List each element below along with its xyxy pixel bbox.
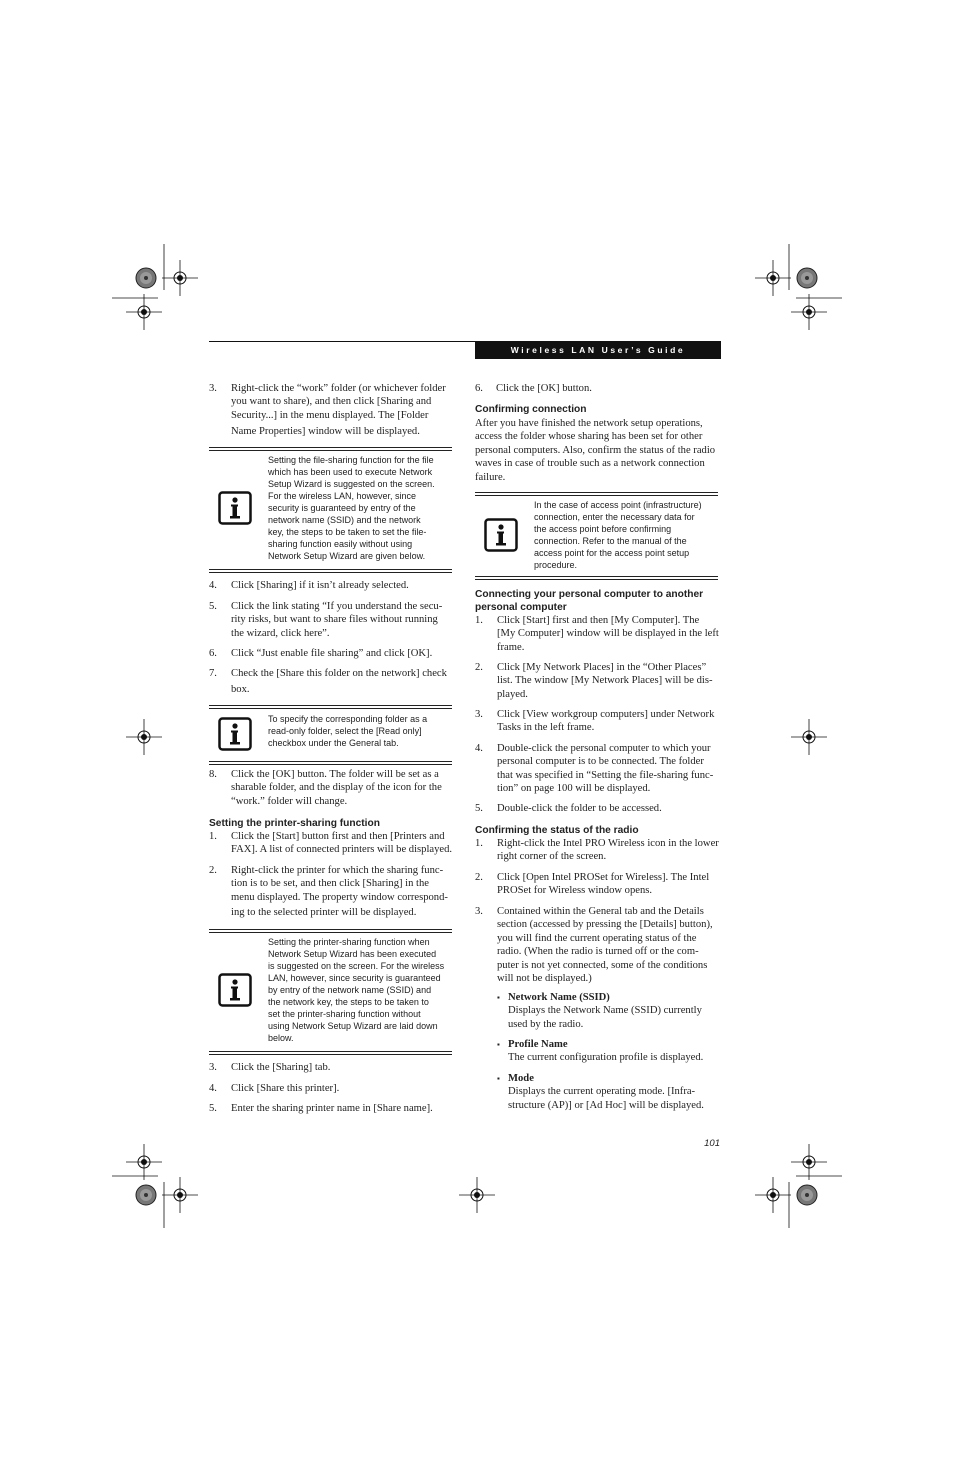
step-line: list. The window [My Network Places] will be dis-	[497, 675, 713, 687]
info-icon	[484, 518, 518, 552]
step-line: played.	[497, 688, 528, 700]
step-line: Click the [OK] button. The folder will be set as a	[231, 769, 439, 780]
step-number: 5.	[209, 601, 217, 612]
para-line: access the folder whose sharing has been set for other	[475, 431, 703, 443]
step-line: tion” on page 100 will be displayed.	[497, 783, 651, 795]
step-line: box.	[231, 684, 250, 696]
radio-status-heading: Confirming the status of the radio	[475, 825, 639, 836]
step-line: PROSet for Wireless window opens.	[497, 885, 653, 897]
heading-line: Connecting your personal computer to another	[475, 589, 704, 600]
bullet-line: Displays the Network Name (SSID) currently	[508, 1005, 702, 1017]
note-line: the access point before confirming	[534, 524, 672, 534]
step-line: rity risks, but want to share files without running	[231, 614, 438, 626]
step-number: 3.	[209, 1062, 217, 1073]
bullet-square-icon: ▪	[497, 993, 500, 1002]
step-line: Name Properties] window will be displayed.	[231, 426, 420, 438]
step-number: 2.	[475, 662, 483, 673]
step-line: that was specified in “Setting the file-sharing func-	[497, 769, 714, 781]
step-number: 8.	[209, 769, 217, 780]
note-line: by entry of the network name (SSID) and	[268, 985, 432, 995]
step-line: Double-click the folder to be accessed.	[497, 803, 662, 814]
info-note-4	[475, 492, 718, 580]
running-header: Wireless LAN User’s Guide	[475, 342, 721, 359]
note-line: Setup Wizard is suggested on the screen.	[268, 479, 435, 489]
bullet-title: Network Name (SSID)	[508, 992, 610, 1003]
note-line: For the wireless LAN, however, since	[268, 491, 417, 501]
step-number: 4.	[209, 1083, 217, 1094]
step-number: 7.	[209, 668, 217, 679]
info-note-2	[209, 705, 452, 765]
step-line: Click [Start] first and then [My Computer]. The	[497, 615, 700, 626]
step-number: 5.	[475, 803, 483, 814]
info-icon	[218, 973, 252, 1007]
step-line: Click [Share this printer].	[231, 1083, 340, 1094]
step-number: 1.	[209, 831, 217, 842]
note-line: Setting the file-sharing function for the file	[268, 455, 434, 465]
step-line: the wizard, click here”.	[231, 627, 330, 639]
printer-sharing-heading: Setting the printer-sharing function	[209, 818, 380, 829]
step-number: 6.	[475, 383, 483, 394]
bullet-square-icon: ▪	[497, 1040, 500, 1049]
step-line: menu displayed. The property window correspond-	[231, 891, 448, 903]
note-line: Network Setup Wizard has been executed	[268, 949, 437, 959]
step-line: Click the [Start] button first and then [Printers and	[231, 831, 445, 842]
note-line: connection, enter the necessary data for	[534, 512, 695, 522]
bullet-line: Displays the current operating mode. [Infra-	[508, 1086, 696, 1098]
info-icon	[218, 717, 252, 751]
note-line: security is guaranteed by entry of the	[268, 503, 416, 513]
note-line: procedure.	[534, 560, 578, 570]
heading-line: personal computer	[475, 602, 567, 613]
bullet-line: structure (AP)] or [Ad Hoc] will be displayed.	[508, 1099, 704, 1111]
step-number: 2.	[209, 865, 217, 876]
note-line: set the printer-sharing function without	[268, 1009, 421, 1019]
note-line: using Network Setup Wizard are laid down	[268, 1021, 438, 1031]
step-line: “work.” folder will change.	[231, 795, 348, 807]
step-line: right corner of the screen.	[497, 851, 607, 863]
step-line: tion is to be set, and then click [Sharing] in the	[231, 878, 430, 890]
step-line: ing to the selected printer will be displayed.	[231, 907, 417, 919]
info-icon	[218, 491, 252, 525]
step-line: personal computer is to be connected. The folder	[497, 756, 704, 768]
note-line: Network Setup Wizard are given below.	[268, 551, 426, 561]
para-line: personal computers. Also, confirm the status of the radio	[475, 444, 716, 456]
step-line: Right-click the Intel PRO Wireless icon in the lower	[497, 838, 719, 849]
bullet-item	[497, 1072, 721, 1112]
step-line: FAX]. A list of connected printers will be displayed.	[231, 844, 453, 856]
step-number: 3.	[475, 906, 483, 917]
step-line: you will find the current operating status of the	[497, 932, 697, 944]
step-line: Click [My Network Places] in the “Other Places”	[497, 662, 707, 673]
step-line: Click the link stating “If you understand the secu-	[231, 601, 443, 612]
step-line: Click [Sharing] if it isn’t already selected.	[231, 580, 409, 591]
bullet-title: Mode	[508, 1073, 534, 1084]
step-line: Security...] in the menu displayed. The [Folder	[231, 409, 429, 421]
confirming-connection-heading: Confirming connection	[475, 404, 587, 415]
step-line: frame.	[497, 641, 525, 653]
step-number: 6.	[209, 648, 217, 659]
note-line: key, the steps to be taken to set the file-	[268, 527, 427, 537]
info-note-1	[209, 447, 452, 573]
step-number: 4.	[209, 580, 217, 591]
note-line: below.	[268, 1033, 294, 1043]
step-line: [My Computer] window will be displayed in the left	[497, 628, 719, 640]
para-line: After you have finished the network setup operations,	[475, 418, 703, 429]
step-line: sharable folder, and the display of the icon for the	[231, 782, 442, 794]
step-line: Click “Just enable file sharing” and click [OK].	[231, 648, 433, 659]
connecting-heading	[475, 588, 721, 614]
step-line: radio. (When the radio is turned off or the com-	[497, 946, 699, 958]
step-number: 2.	[475, 872, 483, 883]
note-line: In the case of access point (infrastructure)	[534, 500, 702, 510]
page-number: 101	[704, 1138, 720, 1149]
step-line: Tasks in the left frame.	[497, 722, 595, 734]
step-line: Click [View workgroup computers] under Network	[497, 709, 715, 720]
step-line: Double-click the personal computer to which your	[497, 743, 711, 754]
note-line: sharing function easily without using	[268, 539, 413, 549]
step-line: Enter the sharing printer name in [Share name].	[231, 1103, 433, 1114]
step-line: Click the [Sharing] tab.	[231, 1062, 331, 1073]
note-line: connection. Refer to the manual of the	[534, 536, 687, 546]
bullet-item	[497, 991, 721, 1031]
step-line: Click [Open Intel PROSet for Wireless]. The Intel	[497, 872, 710, 883]
step-number: 3.	[209, 383, 217, 394]
para-line: waves in case of trouble such as a network connection	[475, 458, 705, 470]
note-line: Setting the printer-sharing function when	[268, 937, 430, 947]
para-line: failure.	[475, 471, 506, 483]
note-line: the network key, the steps to be taken to	[268, 997, 429, 1007]
step-number: 5.	[209, 1103, 217, 1114]
note-line: LAN, however, since security is guaranteed	[268, 973, 441, 983]
note-line: is suggested on the screen. For the wireless	[268, 961, 445, 971]
step-line: will not be displayed.)	[497, 973, 592, 985]
bullet-title: Profile Name	[508, 1039, 568, 1050]
info-note-3	[209, 929, 452, 1055]
note-line: access point for the access point setup	[534, 548, 690, 558]
step-number: 1.	[475, 615, 483, 626]
note-line: read-only folder, select the [Read only]	[268, 726, 422, 736]
step-line: you want to share), and then click [Sharing and	[231, 396, 432, 408]
step-line: puter is not yet connected, some of the conditions	[497, 959, 708, 971]
note-line: checkbox under the General tab.	[268, 738, 399, 748]
bullet-square-icon: ▪	[497, 1074, 500, 1083]
step-number: 3.	[475, 709, 483, 720]
bullet-item	[497, 1038, 721, 1065]
step-number: 4.	[475, 743, 483, 754]
bullet-line: The current configuration profile is displayed.	[508, 1052, 704, 1064]
confirm-paragraph	[475, 417, 721, 484]
note-line: which has been used to execute Network	[268, 467, 433, 477]
step-line: Right-click the “work” folder (or whichever folder	[231, 383, 446, 394]
step-number: 1.	[475, 838, 483, 849]
bullet-line: used by the radio.	[508, 1018, 584, 1030]
note-line: To specify the corresponding folder as a	[268, 714, 428, 724]
step-line: Right-click the printer for which the sharing func-	[231, 865, 444, 876]
note-line: network name (SSID) and the network	[268, 515, 421, 525]
step-line: Check the [Share this folder on the network] check	[231, 668, 447, 679]
step-line: section (accessed by pressing the [Details] button),	[497, 919, 713, 931]
step-line: Click the [OK] button.	[496, 383, 592, 394]
step-line: Contained within the General tab and the Details	[497, 906, 704, 917]
